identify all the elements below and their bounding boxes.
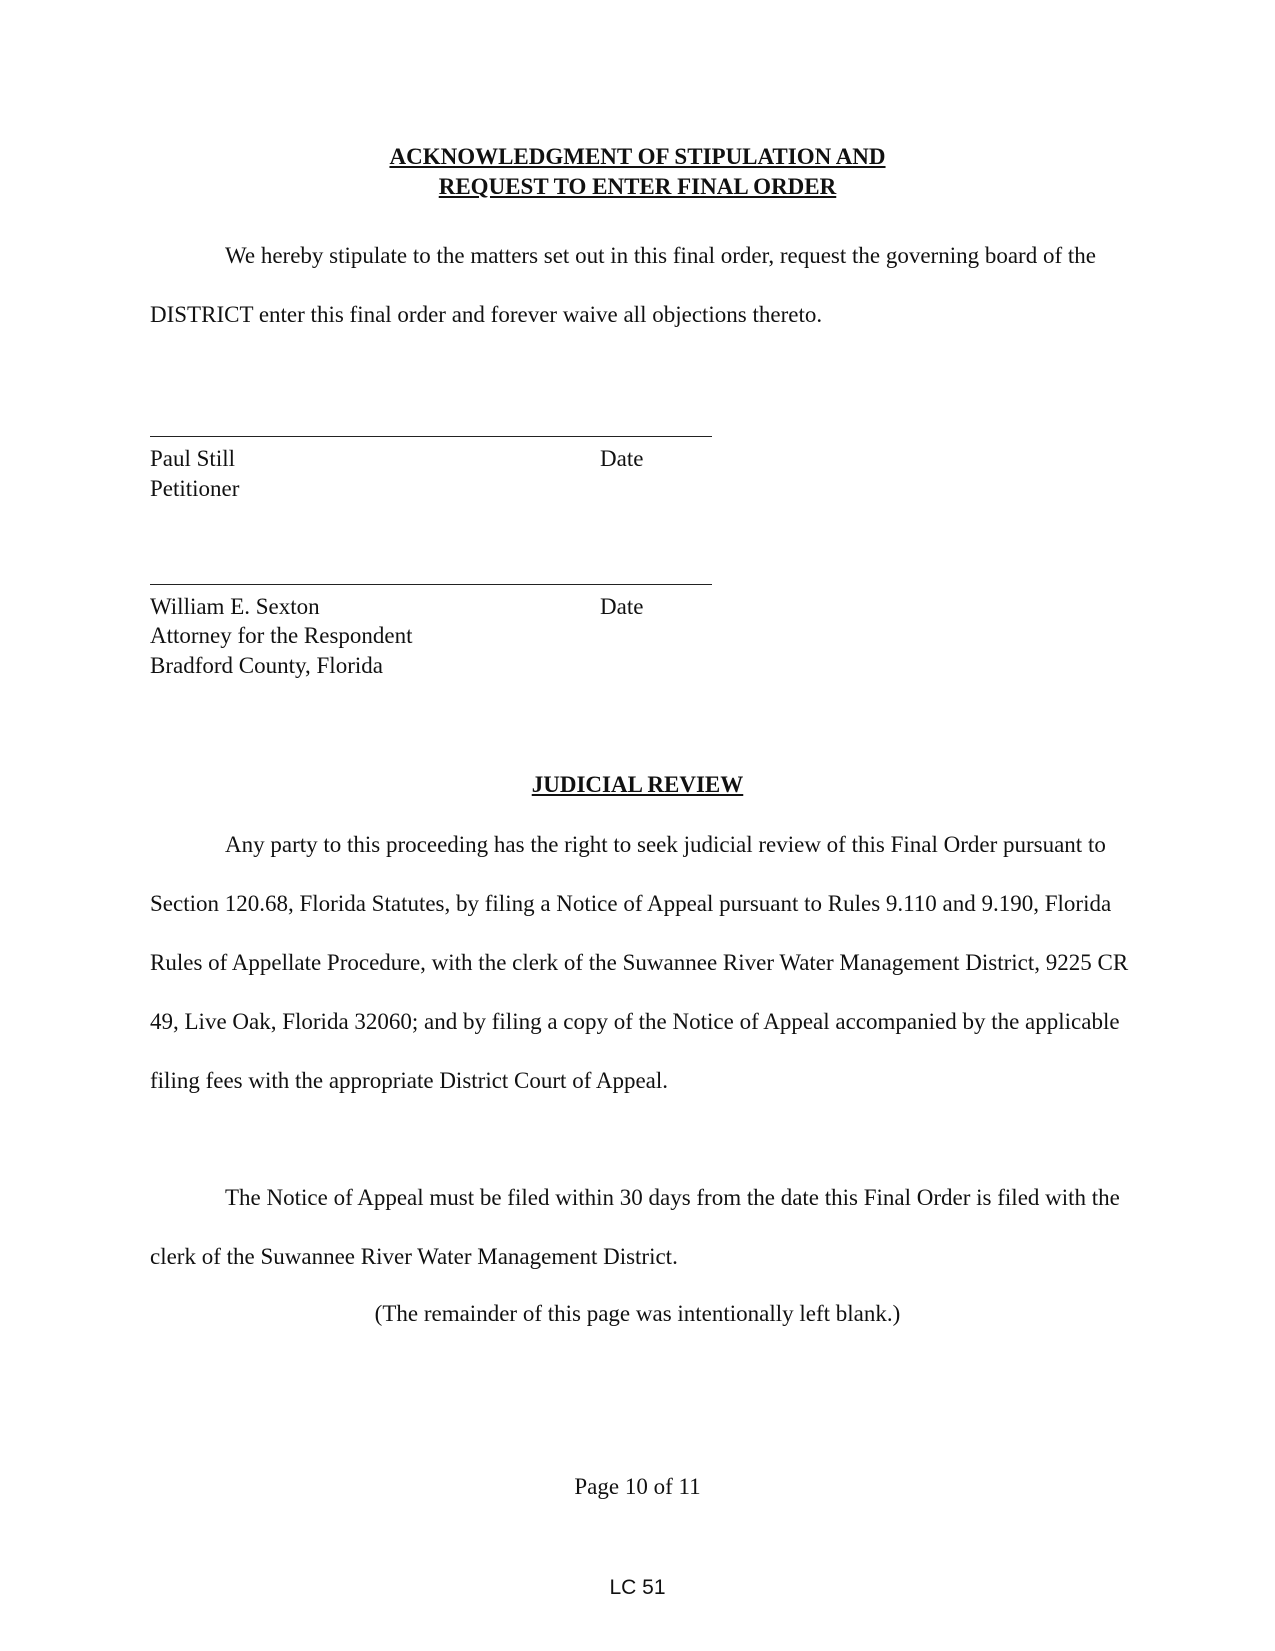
signature-line-attorney bbox=[150, 584, 712, 585]
page-number: Page 10 of 11 bbox=[574, 1474, 701, 1499]
judicial-review-paragraph2: The Notice of Appeal must be filed within 30 days from the date this Final Order is filed with the clerk of the Suwannee River Water Management District. bbox=[150, 1185, 1120, 1269]
signature-title-petitioner: Petitioner bbox=[150, 476, 240, 501]
judicial-review-heading: JUDICIAL REVIEW bbox=[531, 772, 744, 797]
stipulation-heading-line1: ACKNOWLEDGMENT OF STIPULATION AND bbox=[389, 144, 886, 169]
stipulation-heading-line2: REQUEST TO ENTER FINAL ORDER bbox=[438, 174, 837, 199]
judicial-review-paragraph1: Any party to this proceeding has the right to seek judicial review of this Final Order pursuant to Section 120.68, Florida Statutes, by filing a Notice of Appeal pursuant to Rules 9.110 and 9.190, Florida Rules of Appellate Procedure, with the clerk of the Suwannee River Water Management District, 9225 CR 49, Live Oak, Florida 32060; and by filing a copy of the Notice of Appeal accompanied by the applicable filing fees with the appropriate District Court of Appeal. bbox=[150, 832, 1129, 1093]
signature-name-petitioner: Paul Still bbox=[150, 446, 235, 471]
signature-date-label-petitioner: Date bbox=[600, 446, 644, 471]
signature-county-attorney: Bradford County, Florida bbox=[150, 653, 383, 678]
signature-date-label-attorney: Date bbox=[600, 594, 644, 619]
document-code: LC 51 bbox=[609, 1576, 666, 1599]
blank-page-note: (The remainder of this page was intentionally left blank.) bbox=[374, 1301, 901, 1326]
signature-name-attorney: William E. Sexton bbox=[150, 594, 320, 619]
signature-title-attorney: Attorney for the Respondent bbox=[150, 623, 413, 648]
stipulation-paragraph: We hereby stipulate to the matters set out in this final order, request the governing board of the DISTRICT enter this final order and forever waive all objections thereto. bbox=[150, 243, 1096, 327]
signature-line-petitioner bbox=[150, 436, 712, 437]
